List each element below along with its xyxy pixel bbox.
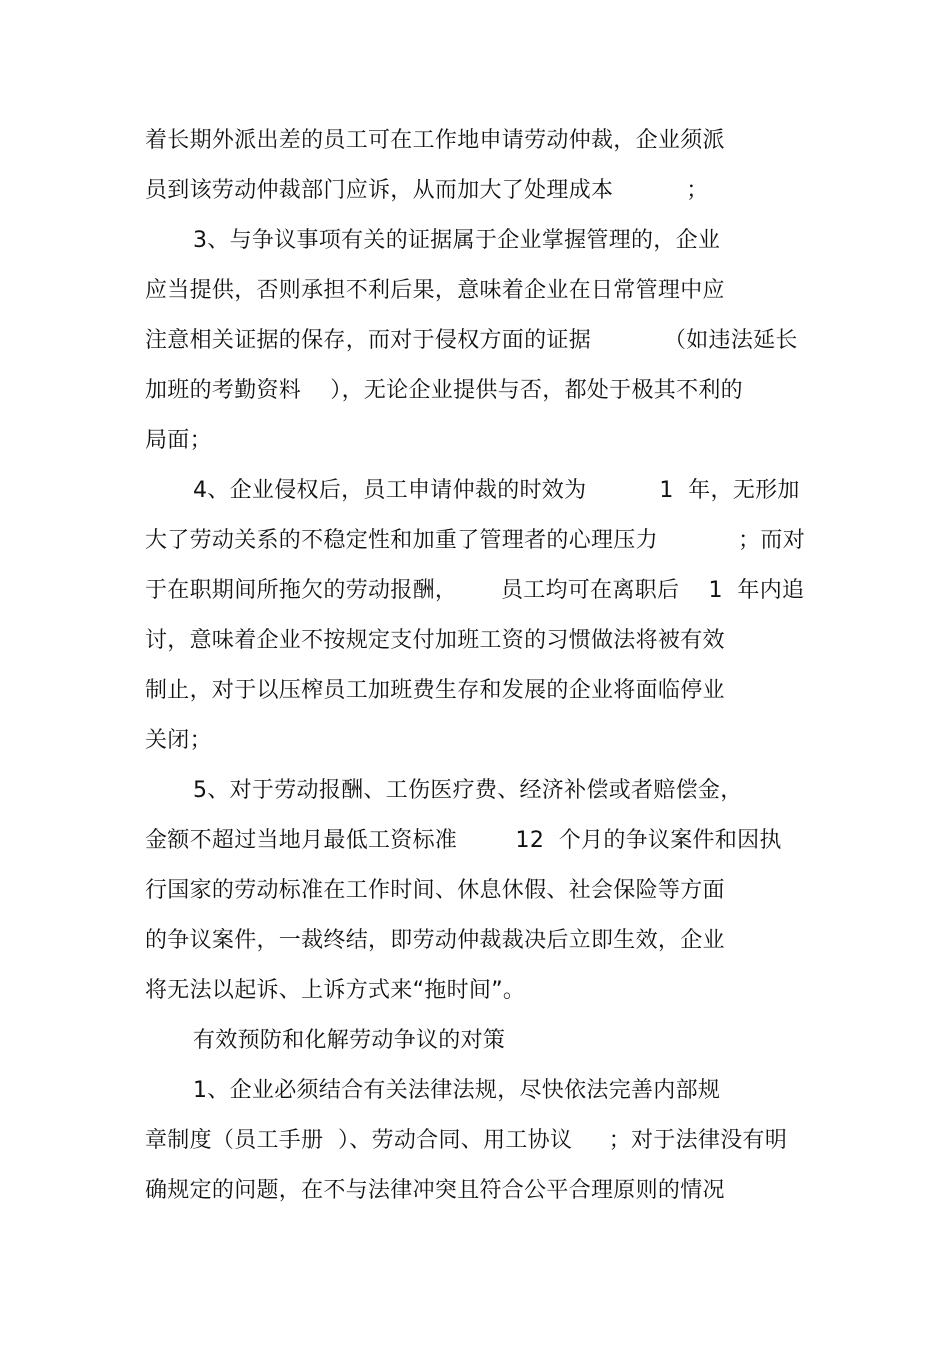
text-line-11: 讨，意味着企业不按规定支付加班工资的习惯做法将被有效 (145, 628, 725, 653)
text-line-4: 应当提供，否则承担不利后果，意味着企业在日常管理中应 (145, 278, 725, 303)
text-line-15: 金额不超过当地月最低工资标准 12 个月的争议案件和因执 (145, 828, 782, 853)
text-line-14: 5、对于劳动报酬、工伤医疗费、经济补偿或者赔偿金， (193, 778, 743, 803)
text-line-5: 注意相关证据的保存，而对于侵权方面的证据 （如违法延长 (145, 328, 798, 353)
text-line-2: 员到该劳动仲裁部门应诉，从而加大了处理成本 ； (145, 178, 709, 203)
text-line-17: 的争议案件，一裁终结，即劳动仲裁裁决后立即生效，企业 (145, 928, 725, 953)
text-line-13: 关闭； (145, 728, 212, 753)
text-line-8: 4、企业侵权后，员工申请仲裁的时效为 1 年，无形加 (193, 478, 800, 503)
text-line-1: 着长期外派出差的员工可在工作地申请劳动仲裁，企业须派 (145, 128, 725, 153)
text-line-22: 确规定的问题，在不与法律冲突且符合公平合理原则的情况 (145, 1178, 725, 1203)
section-heading: 有效预防和化解劳动争议的对策 (193, 1028, 506, 1053)
text-line-18: 将无法以起诉、上诉方式来“拖时间”。 (145, 978, 526, 1003)
text-line-20: 1、企业必须结合有关法律法规，尽快依法完善内部规 (193, 1078, 721, 1103)
text-line-6: 加班的考勤资料 ），无论企业提供与否，都处于极其不利的 (145, 378, 743, 403)
text-line-21: 章制度（员工手册 ）、劳动合同、用工协议 ；对于法律没有明 (145, 1128, 788, 1153)
text-line-3: 3、与争议事项有关的证据属于企业掌握管理的，企业 (193, 228, 721, 253)
text-line-7: 局面； (145, 428, 212, 453)
text-line-9: 大了劳动关系的不稳定性和加重了管理者的心理压力 ；而对 (145, 528, 806, 553)
text-line-10: 于在职期间所拖欠的劳动报酬， 员工均可在离职后 1 年内追 (145, 578, 805, 603)
text-line-16: 行国家的劳动标准在工作时间、休息休假、社会保险等方面 (145, 878, 725, 903)
text-line-12: 制止，对于以压榨员工加班费生存和发展的企业将面临停业 (145, 678, 725, 703)
